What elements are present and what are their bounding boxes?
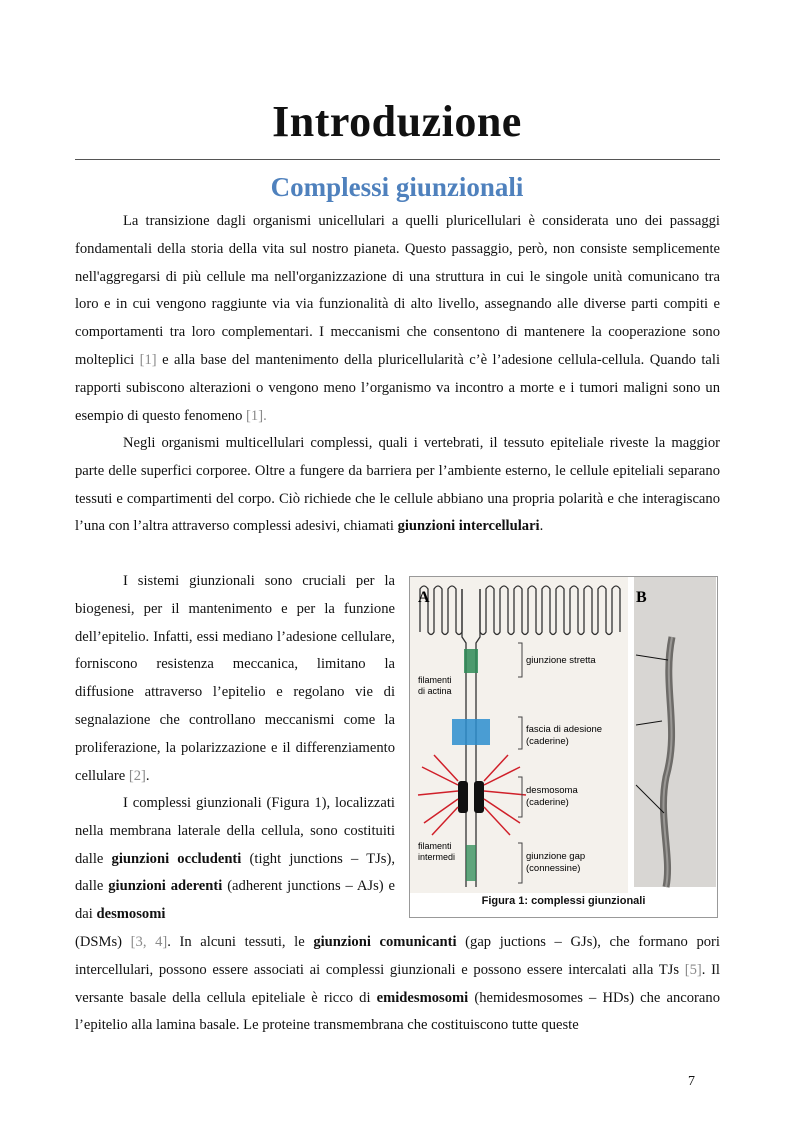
paragraph-3 [75, 568, 395, 790]
paragraph-4-continued [75, 929, 720, 1040]
paragraph-2 [75, 430, 720, 541]
paragraph-4-text-h: (hemidesmosomes – HDs) che ancorano l’epitelio alla lamina basale. Le proteine transmembrana che costituiscono tutte queste [75, 989, 720, 1034]
section-title: Complessi giunzionali [270, 172, 524, 202]
paragraph-4-text-e: . In alcuni tessuti, le [167, 934, 305, 950]
citation-5[interactable]: [5] [684, 961, 702, 978]
gap-junction-channels [466, 845, 476, 881]
paragraph-4-text-d: (DSMs) [75, 934, 123, 950]
label-gap-line-2: (connessine) [526, 863, 581, 874]
citation-4[interactable]: [3, 4] [130, 934, 168, 950]
paragraph-4-text-f: (gap juctions – GJs), che formano pori intercellulari, possono essere associati ai complessi giunzionali e possono essere intercalati alla TJs [75, 934, 720, 978]
chapter-title: Introduzione [272, 97, 522, 146]
paragraph-4-text-c: (adherent junctions – AJs) e dai [75, 878, 395, 923]
label-intermediate-line-2: intermedi [418, 852, 456, 862]
label-desmosome-line-1: desmosoma [526, 785, 578, 796]
title-divider [75, 159, 720, 160]
paragraph-2-text-a: Negli organismi multicellulari complessi, quali i vertebrati, il tessuto epiteliale riveste la maggior parte delle superfici corporee. Oltre a fungere da barriera per l’ambiente esterno, le cellule epiteliali separano tessuti e compartimenti del corpo. Ciò richiede che le cellule abbiano una propria polarità e che interagiscano l’una con l’altra attraverso complessi adesivi, chiamati [75, 435, 720, 535]
term-desmosomi: desmosomi [96, 906, 166, 923]
paragraph-2-text-b: . [539, 518, 544, 535]
label-gap-line-1: giunzione gap [526, 851, 586, 862]
label-tight-junction: giunzione stretta [526, 655, 596, 666]
figure-caption: Figura 1: complessi giunzionali [481, 895, 646, 907]
label-intermediate-line-1: filamenti [418, 841, 452, 851]
paragraph-3-text-a: I sistemi giunzionali sono cruciali per la biogenesi, per il mantenimento e per la funzione dell’epitelio. Infatti, essi mediano l’adesione cellulare, forniscono resistenza meccanica, limitano la diffusione attraverso l’epitelio e regolano vie di segnalazione che controllano meccanismi come la proliferazione, la polarizzazione e il differenziamento cellulare [75, 573, 395, 784]
paragraph-1 [75, 208, 720, 430]
citation-1[interactable]: [1] [139, 351, 157, 368]
paragraph-4-text-a: I complessi giunzionali (Figura 1), localizzati nella membrana laterale della cellula, sono costituiti dalle [75, 795, 395, 867]
paragraph-4-text-g: . Il versante basale della cellula epiteliale è ricco di [75, 961, 720, 1006]
desmosome-plaque-right [474, 781, 484, 813]
paragraph-4-text-b: (tight junctions – TJs), dalle [75, 850, 395, 895]
label-actin-line-1: filamenti [418, 675, 452, 685]
page-number: 7 [688, 1074, 695, 1089]
term-emidesmosomi: emidesmosomi [376, 989, 469, 1006]
paragraph-3-text-b: . [145, 767, 150, 784]
term-giunzioni-comunicanti: giunzioni comunicanti [313, 934, 457, 950]
junction-diagram [410, 577, 717, 893]
desmosome-plaque-left [458, 781, 468, 813]
paragraph-1-text-b: e alla base del mantenimento della pluricellularità c’è l’adesione cellula-cellula. Quando tali rapporti subiscono alterazioni o vengono meno l’organismo va incontro a morte e i tumori maligni sono un esempio di questo fenomeno [75, 351, 720, 424]
citation-2[interactable]: [1]. [246, 407, 267, 424]
panel-b-label: B [636, 589, 647, 606]
paragraph-4-column [75, 790, 395, 929]
figure-1 [409, 576, 718, 918]
term-giunzioni-aderenti: giunzioni aderenti [108, 878, 223, 895]
adherens-junction [452, 719, 490, 745]
tight-junction-strands [464, 649, 478, 673]
label-actin-line-2: di actina [418, 686, 452, 696]
label-adhesion-line-2: (caderine) [526, 736, 569, 747]
citation-3[interactable]: [2] [128, 767, 146, 784]
term-giunzioni-intercellulari: giunzioni intercellulari [397, 518, 540, 535]
panel-a-label: A [418, 589, 430, 606]
label-adhesion-line-1: fascia di adesione [526, 724, 603, 735]
term-giunzioni-occludenti: giunzioni occludenti [111, 850, 242, 867]
paragraph-1-text-a: La transizione dagli organismi unicellulari a quelli pluricellulari è considerata uno dei passaggi fondamentali della storia della vita sul nostro pianeta. Questo passaggio, però, non consiste semplicemente nell'aggregarsi di più cellule ma nell'organizzazione di una struttura in cui le singole unità comunicano tra loro e in cui vengono raggiunte via via funzionalità di alto livello, assegnando alle diverse parti compiti e comportamenti tra loro complementari. I meccanismi che consentono di mantenere la cooperazione sono molteplici [75, 213, 720, 368]
label-desmosome-line-2: (caderine) [526, 797, 569, 808]
